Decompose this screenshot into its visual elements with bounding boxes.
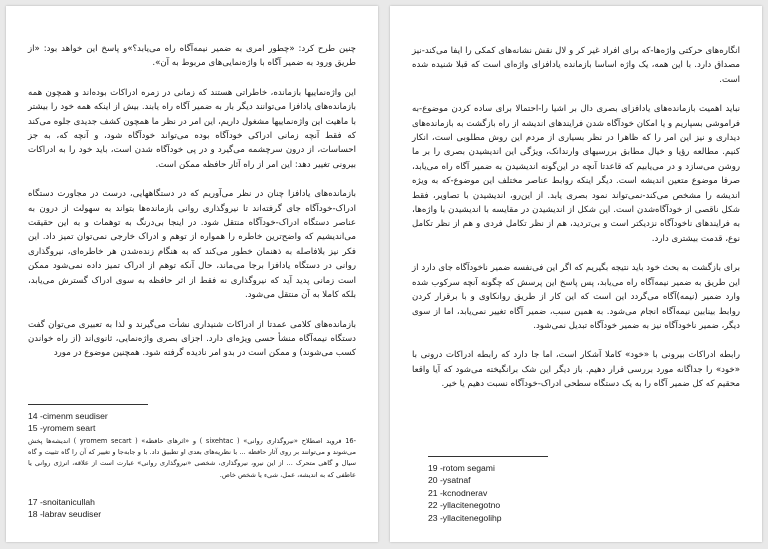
paragraph: بازمانده‌های یادافزا چنان در نظر می‌آوریم که در دستگاههایی، درست در مجاورت دستگاه ادراک-خودآگاه جای گرفته‌اند تا نیروگذاری روانی بازمانده‌ها بتواند به سهولت از درون به عناصر دستگاه ادراک-خودآگاه منتقل شود. در اینجا بی‌درنگ به توهمات و به این حقیقت می‌اندیشیم که واضح‌ترین خاطره را همواره از توهم و ادراک خارجی نمی‌توان تمیز داد. این فکر نیز بلافاصله به ذهنمان خطور می‌کند که به هنگام زنده‌شدن هر خاطره‌ای، نیروگذاری روانی در دستگاه یادافزا برجا می‌ماند، حال آنکه توهم از ادراک تمیز داده نمی‌شود ممکن است زمانی پدید آید که نیروگذاری نه فقط از اثر حافظه به سوی ادراک گسترش می‌یابد، بلکه کاملا به آن منتقل می‌شود. (28, 189, 356, 301)
footnote-list (28, 410, 108, 435)
footnote-item: 21 -kcnodnerav (428, 487, 488, 498)
footnote-item: 19 -rotom segami (428, 463, 495, 473)
paragraph: برای بازگشت به بحث خود باید نتیجه بگیریم که اگر این فی‌نفسه ضمیر ناخودآگاه جای دارد از این طریق به ضمیر نیمه‌آگاه راه می‌یابد، پس پاسخ این پرسش که چگونه آنچه سرکوب شده وارد ضمیر (نیمه)آگاه می‌گردد این است که این کار از طریق روانکاوی و با برقرار کردن روابط بینابین نیمه‌آگاه انجام می‌شود. به همین سبب، ضمیر آگاه تغییر نمی‌یابد، اما از سوی دیگر، ضمیر ناخودآگاه نیز به ضمیر خودآگاه تبدیل نمی‌شود. (412, 263, 740, 331)
footnote-item: 20 -ysatnaf (428, 475, 471, 486)
footnote-item: 23 -yllacitenegolihp (428, 512, 502, 523)
paragraph: این واژه‌نماییها بازمانده، خاطراتی هستند که زمانی در زمره ادراکات بوده‌اند و همچون همه بازمانده‌های یادافزا می‌توانند دیگر بار به ضمیر آگاه راه یابند. بیش از اینکه همه خود را بیشتر با ماهیت این واژه‌نماییها مشغول داریم، این امر در نظر ما همچون کشف جدیدی جلوه می‌کند که فقط آنچه زمانی ادراکی خودآگاه بوده می‌تواند خودآگاه شود، و آنچه که، به جز احساسات، از درون سرچشمه می‌گیرد و در پی خودآگاه شدن است، باید خود را به ادراکات بیرونی تغییر دهد: این امر از راه آثار حافظه ممکن است. (28, 87, 356, 170)
footnote-list (28, 496, 101, 521)
paragraph: رابطه ادراکات بیرونی با «خود» کاملا آشکار است، اما جا دارد که رابطه ادراکات درونی با «خود» را جداگانه مورد بررسی قرار دهیم. باز دیگر این شک برانگیخته می‌شود که آیا واقعا محقیم که کل ضمیر آگاه را به یک دستگاه سطحی ادراک-خودآگاه نسبت دهیم یا خیر. (412, 350, 740, 390)
paragraph: بازمانده‌های کلامی عمدتا از ادراکات شنیداری نشأت می‌گیرند و لذا به تعبیری می‌توان گفت دستگاه نیمه‌آگاه منشأ حسی ویژه‌ای دارد. اجزای بصری واژه‌نمایی، ثانوی‌اند (از راه خواندن کسب می‌شوند) و ممکن است در بدو امر نادیده گرفته شود. همچنین موضوع در مورد (28, 319, 356, 359)
paragraph: نباید اهمیت بازمانده‌های یادافزای بصری دال بر اشیا را-احتمالا برای ساده کردن موضوع-به فراموشی بسپاریم و یا امکان خودآگاه شدن فرایندهای اندیشه از راه بازگشت به بازمانده‌های دیداری و نیز این امر را که ظاهرا در نظر بسیاری از مردم این روش مطلوبی است، انکار کنیم. مطالعه رؤیا و خیال مطابق بررسیهای وارندانک، ویژگی این اندیشیدن بصری را بر ما روشن می‌سازد و در می‌یابیم که قاعدتا آنچه در این‌گونه اندیشیدن به ضمیر آگاه راه می‌یابد، صرفا موضوع متعین اندیشه است. دیگر اینکه روابط عناصر مختلف این موضوع-که به ویژه اندیشه را مشخص می‌کند-نمی‌تواند نمود بصری یابد. از این‌رو، اندیشیدن با تصاویر، فقط شکل ناقصی از خودآگاه‌شدن است. این شکل از اندیشیدن در مقایسه با اندیشیدن با واژه‌ها، به فرایندهای ناخودآگاه نزدیکتر است و بی‌تردید، هم از نظر تکامل فردی و هم از نظر تکامل نوع، قدمت بیشتری دارد. (412, 104, 740, 244)
footnote-divider (428, 456, 548, 457)
paragraph: انگاره‌های حرکتی واژه‌ها-که برای افراد غیر کر و لال نقش نشانه‌های کمکی را ایفا می‌کند-نیز مصداق دارد. با این همه، یک واژه اساسا بازمانده یادافزای واژه‌ای است که قبلا شنیده شده است. (412, 46, 740, 85)
left-body-text (28, 42, 356, 373)
footnote-item: 14 -cimenm seudiser (28, 411, 108, 421)
right-page (390, 6, 762, 542)
footnote-item: 18 -labrav seudiser (28, 509, 102, 520)
footnote-item: 15 -yromem seart (28, 423, 96, 434)
left-page (6, 6, 378, 542)
right-body-text (412, 44, 740, 404)
footnote-note: -16 فروید اصطلاح «نیروگذاری روانی» ( sixehtac ) و «اثرهای حافظه» ( yromem secart ) اندیشه‌ها پخش می‌شوند و می‌توانند بر روی آثار حافظه ... با نظریه‌های بعدی او تطبیق داد. با و جابه‌جا و تغییر که آن را گاه تثبیت و گاه سیال و گاهی متحرک ... از این نیرو، نیروگذاری، شخصی «نیروگذاری روانی» عبارت است از علاقه، انرژی روانی یا عاطفی که به اندیشه، عمل، شیء یا شخص خاص. (28, 437, 356, 479)
paragraph: چنین طرح کرد: «چطور امری به ضمیر نیمه‌آگاه راه می‌یابد؟»و پاسخ این خواهد بود: «از طریق ورود به ضمیر آگاه با واژه‌نمایی‌های مربوط به آن». (28, 44, 356, 69)
footnote-list (428, 462, 502, 524)
footnote-item: 22 -yllacitenegotno (428, 500, 501, 511)
footnote-item: 17 -snoitanicullah (28, 497, 95, 507)
footnote-divider (28, 404, 148, 405)
